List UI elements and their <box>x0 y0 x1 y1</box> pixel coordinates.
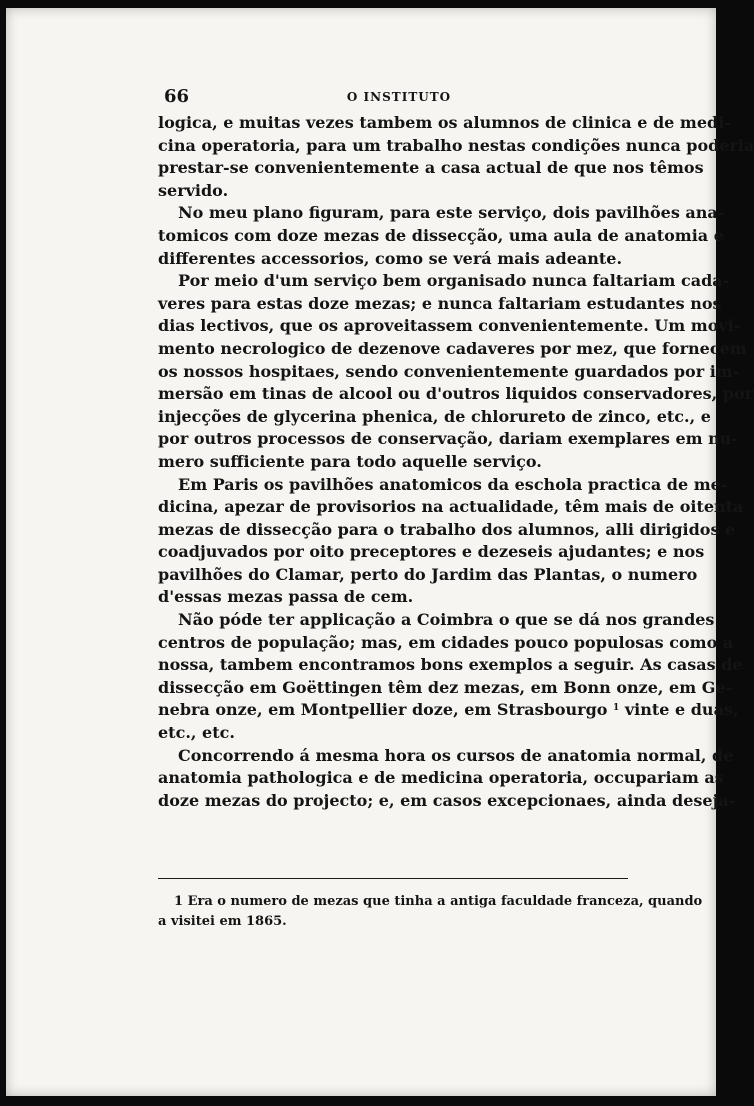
text-line: Por meio d'um serviço bem organisado nunca faltariam cada- <box>178 271 730 291</box>
footnote <box>158 892 703 932</box>
text-line: dias lectivos, que os aproveitassem convenientemente. Um movi- <box>158 316 741 336</box>
paragraph-2 <box>158 202 725 270</box>
text-fragment: vinte e duas, <box>624 700 739 720</box>
footnote-reference[interactable]: 1 <box>613 703 620 714</box>
footnote-line <box>158 892 703 912</box>
text-line: d'essas mezas passa de cem. <box>158 587 414 607</box>
text-line: Concorrendo á mesma hora os cursos de anatomia normal, de <box>178 745 734 765</box>
text-fragment: nebra onze, em Montpellier doze, em Strasbourgo <box>158 700 608 720</box>
text-line: cina operatoria, para um trabalho nestas condições nunca poderia <box>158 135 754 155</box>
body-text <box>158 112 754 812</box>
paragraph-4 <box>158 474 744 610</box>
text-line: centros de população; mas, em cidades pouco populosas como a <box>158 632 734 652</box>
text-line: tomicos com doze mezas de dissecção, uma aula de anatomia e <box>158 225 724 245</box>
text-line: doze mezas do projecto; e, em casos excepcionaes, ainda deseja- <box>158 790 736 810</box>
paragraph-3 <box>158 270 754 473</box>
text-line: os nossos hospitaes, sendo convenientemente guardados por im- <box>158 361 740 381</box>
text-line: mero sufficiente para todo aquelle serviço. <box>158 451 542 471</box>
text-line: dissecção em Goëttingen têm dez mezas, em Bonn onze, em Ge- <box>158 677 733 697</box>
footnote-line: a visitei em 1865. <box>158 914 287 929</box>
running-title: O INSTITUTO <box>346 90 452 104</box>
paragraph-5 <box>158 609 743 745</box>
page-header <box>164 86 634 108</box>
text-line: mezas de dissecção para o trabalho dos alumnos, alli dirigidos e <box>158 519 736 539</box>
text-line: prestar-se convenientemente a casa actual de que nos têmos <box>158 158 704 178</box>
text-line: dicina, apezar de provisorios na actualidade, têm mais de oitenta <box>158 497 744 517</box>
paragraph-6 <box>158 745 736 813</box>
text-line: Não póde ter applicação a Coimbra o que se dá nos grandes <box>178 610 715 630</box>
footnote-divider <box>158 878 628 879</box>
text-line-with-footnote-ref <box>158 699 739 722</box>
text-line: anatomia pathologica e de medicina operatoria, occupariam as <box>158 768 724 788</box>
text-line: injecções de glycerina phenica, de chlorureto de zinco, etc., e <box>158 406 711 426</box>
text-line: mersão em tinas de alcool ou d'outros liquidos conservadores, por <box>158 384 754 404</box>
text-line: mento necrologico de dezenove cadaveres por mez, que fornecem <box>158 338 747 358</box>
text-line: coadjuvados por oito preceptores e dezeseis ajudantes; e nos <box>158 542 705 562</box>
text-line: No meu plano figuram, para este serviço, dois pavilhões ana- <box>178 203 725 223</box>
text-line: etc., etc. <box>158 723 235 743</box>
page-number: 66 <box>164 86 190 107</box>
text-line: nossa, tambem encontramos bons exemplos a seguir. As casas de <box>158 655 743 675</box>
text-line: servido. <box>158 180 229 200</box>
paragraph-1 <box>158 112 754 202</box>
text-line: pavilhões do Clamar, perto do Jardim das Plantas, o numero <box>158 564 698 584</box>
text-line: logica, e muitas vezes tambem os alumnos de clinica e de medi- <box>158 113 731 132</box>
text-line: Em Paris os pavilhões anatomicos da eschola practica de me- <box>178 474 728 494</box>
footnote-text: Era o numero de mezas que tinha a antiga faculdade franceza, quando <box>187 894 703 909</box>
text-line: por outros processos de conservação, dariam exemplares em nu- <box>158 429 739 449</box>
footnote-marker: 1 <box>174 894 184 909</box>
text-line: differentes accessorios, como se verá mais adeante. <box>158 248 623 268</box>
text-line: veres para estas doze mezas; e nunca faltariam estudantes nos <box>158 293 722 313</box>
